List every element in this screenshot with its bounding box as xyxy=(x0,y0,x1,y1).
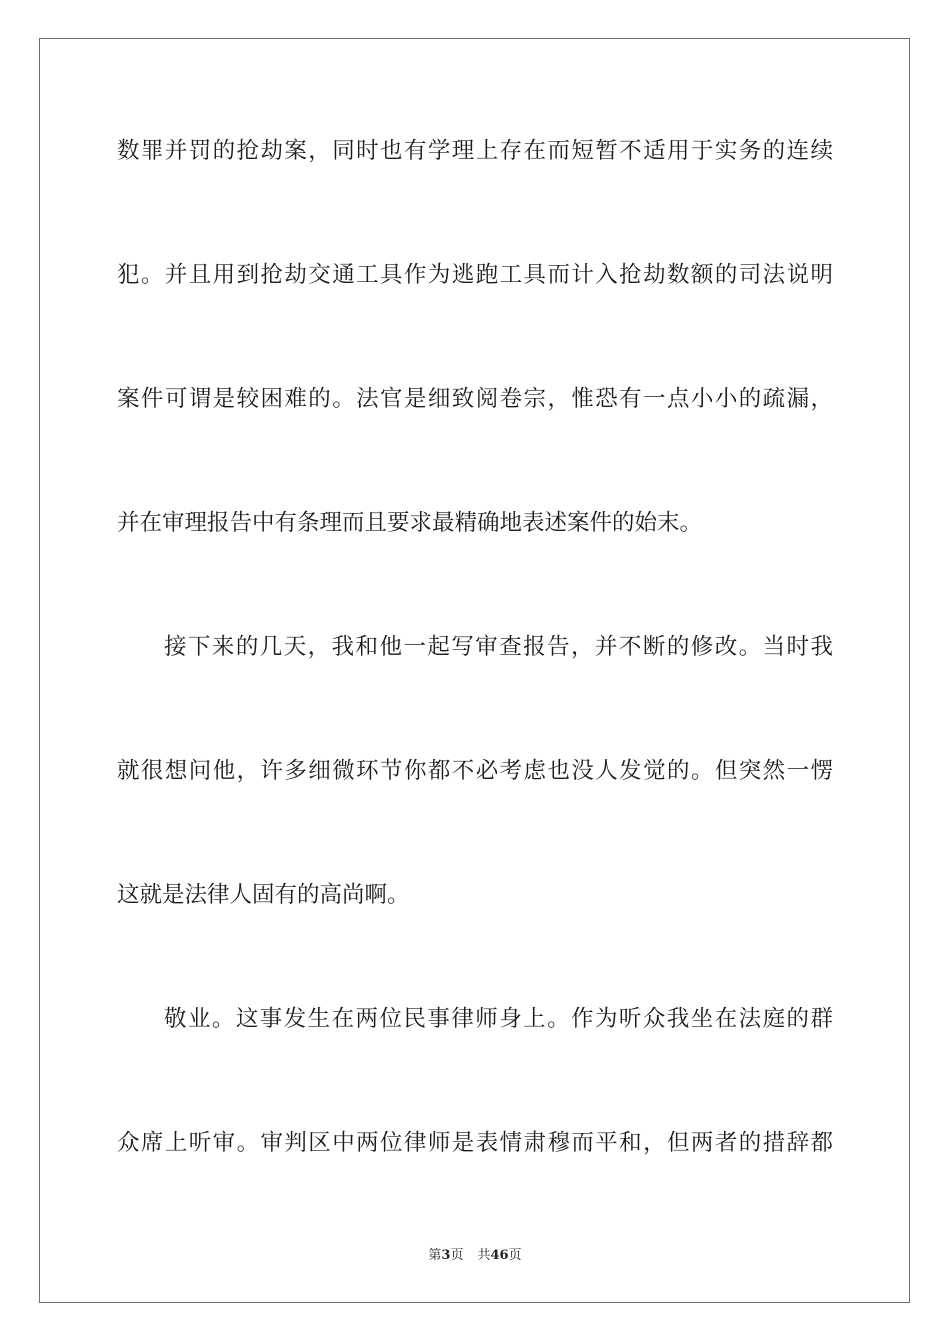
page-number: 3 xyxy=(441,1248,451,1263)
paragraph-3-line-2: 众席上听审。审判区中两位律师是表情肃穆而平和，但两者的措辞都 xyxy=(117,1130,833,1156)
text-line-2: 犯。并且用到抢劫交通工具作为逃跑工具而计入抢劫数额的司法说明 xyxy=(117,262,833,288)
total-pages: 46 xyxy=(490,1248,509,1263)
paragraph-2-line-3: 这就是法律人固有的高尚啊。 xyxy=(117,882,410,908)
page-label-suffix: 页 xyxy=(450,1248,464,1263)
paragraph-2-line-2: 就很想问他，许多细微环节你都不必考虑也没人发觉的。但突然一愣 xyxy=(117,758,833,784)
paragraph-2-line-1: 接下来的几天，我和他一起写审查报告，并不断的修改。当时我 xyxy=(164,634,833,660)
page-footer xyxy=(0,1247,950,1265)
total-label-prefix: 共 xyxy=(477,1248,491,1263)
total-label-suffix: 页 xyxy=(508,1248,522,1263)
text-line-3: 案件可谓是较困难的。法官是细致阅卷宗，惟恐有一点小小的疏漏， xyxy=(117,386,833,412)
text-line-4: 并在审理报告中有条理而且要求最精确地表述案件的始末。 xyxy=(117,510,703,536)
paragraph-3-line-1: 敬业。这事发生在两位民事律师身上。作为听众我坐在法庭的群 xyxy=(164,1006,833,1032)
text-line-1: 数罪并罚的抢劫案，同时也有学理上存在而短暂不适用于实务的连续 xyxy=(117,138,833,164)
page-border xyxy=(39,38,910,1303)
page-label-prefix: 第 xyxy=(428,1248,442,1263)
